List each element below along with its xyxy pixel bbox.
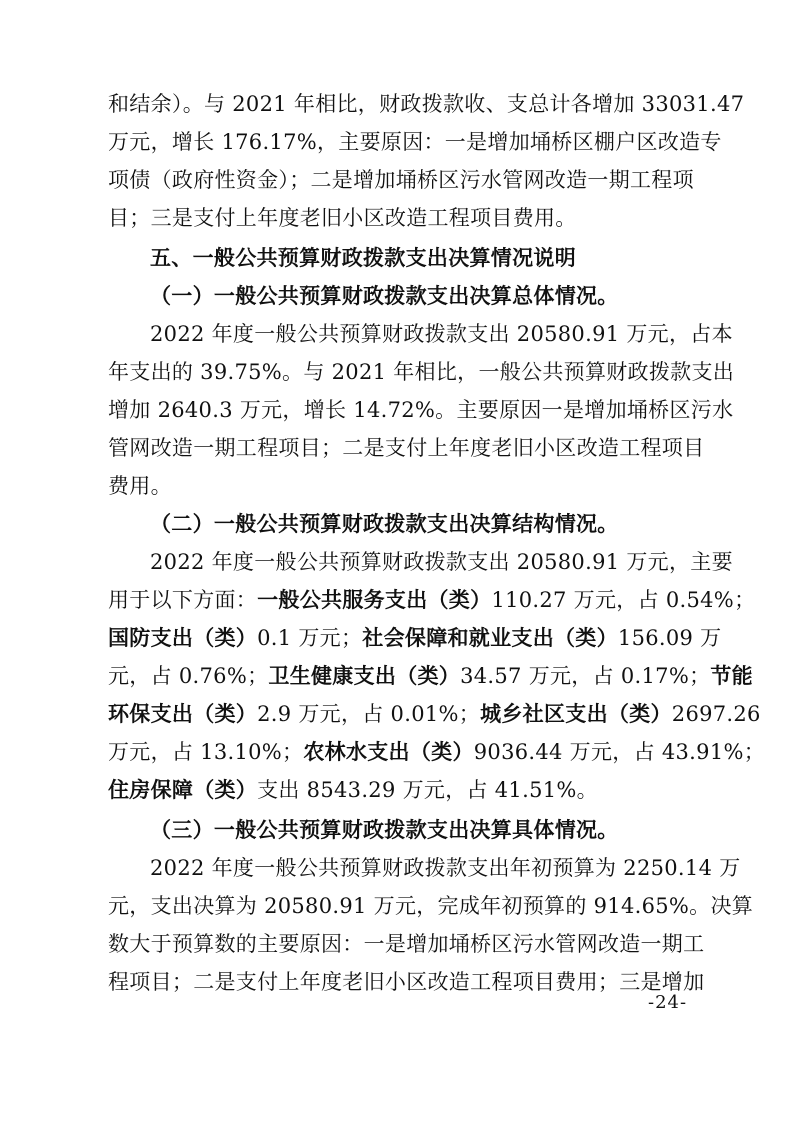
text-run: 9036.44 万元，占 43.91%；: [473, 740, 766, 764]
category-label: 农林水支出（类）: [303, 740, 474, 764]
text-line: [108, 696, 761, 732]
text-line: 年支出的 39.75%。与 2021 年相比，一般公共预算财政拨款支出: [108, 360, 735, 384]
text-line: 管网改造一期工程项目；二是支付上年度老旧小区改造工程项目: [108, 436, 705, 460]
subsection-heading: （三）一般公共预算财政拨款支出决算具体情况。: [150, 818, 619, 842]
text-run: 156.09 万: [617, 626, 722, 650]
text-line: 和结余）。与 2021 年相比，财政拨款收、支总计各增加 33031.47: [108, 92, 745, 116]
category-label: 一般公共服务支出（类）: [257, 588, 492, 612]
category-label: 住房保障（类）: [108, 778, 258, 802]
text-run: 用于以下方面：: [108, 588, 258, 612]
text-run: 2.9 万元，占 0.01%；: [257, 702, 481, 726]
category-label: 卫生健康支出（类）: [268, 664, 461, 688]
text-line: 费用。: [108, 474, 172, 498]
text-line: 数大于预算数的主要原因：一是增加埇桥区污水管网改造一期工: [108, 932, 705, 956]
page-number: -24-: [648, 992, 688, 1013]
category-label: 城乡社区支出（类）: [480, 702, 672, 726]
text-line: 程项目；二是支付上年度老旧小区改造工程项目费用；三是增加: [108, 970, 705, 994]
text-line: 项债（政府性资金）；二是增加埇桥区污水管网改造一期工程项: [108, 168, 694, 192]
text-line: 目；三是支付上年度老旧小区改造工程项目费用。: [108, 206, 577, 230]
text-run: 34.57 万元，占 0.17%；: [460, 664, 711, 688]
text-run: 支出 8543.29 万元，占 41.51%。: [257, 778, 598, 802]
text-line: 万元，增长 176.17%，主要原因：一是增加埇桥区棚户区改造专: [108, 130, 722, 154]
text-line: [108, 620, 722, 656]
section-heading: 五、一般公共预算财政拨款支出决算情况说明: [150, 246, 576, 270]
category-label: 环保支出（类）: [108, 702, 258, 726]
text-run: 万元，占 13.10%；: [108, 740, 304, 764]
text-line: 增加 2640.3 万元，增长 14.72%。主要原因一是增加埇桥区污水: [108, 398, 734, 422]
text-line: 2022 年度一般公共预算财政拨款支出 20580.91 万元，占本: [150, 322, 733, 346]
text-line: 2022 年度一般公共预算财政拨款支出 20580.91 万元，主要: [150, 550, 733, 574]
subsection-heading: （一）一般公共预算财政拨款支出决算总体情况。: [150, 284, 619, 308]
text-run: 0.1 万元；: [257, 626, 363, 650]
text-line: [108, 772, 698, 808]
text-line: 2022 年度一般公共预算财政拨款支出年初预算为 2250.14 万: [150, 856, 741, 880]
text-run: 元，占 0.76%；: [108, 664, 269, 688]
text-line: [108, 734, 766, 770]
category-label: 节能: [710, 664, 753, 688]
text-line: 元，支出决算为 20580.91 万元，完成年初预算的 914.65%。决算: [108, 894, 754, 918]
text-line: [108, 582, 756, 618]
text-run: 110.27 万元，占 0.54%；: [491, 588, 756, 612]
subsection-heading: （二）一般公共预算财政拨款支出决算结构情况。: [150, 512, 619, 536]
category-label: 社会保障和就业支出（类）: [362, 626, 618, 650]
text-run: 2697.26: [671, 702, 761, 726]
category-label: 国防支出（类）: [108, 626, 258, 650]
text-line: [108, 658, 753, 694]
